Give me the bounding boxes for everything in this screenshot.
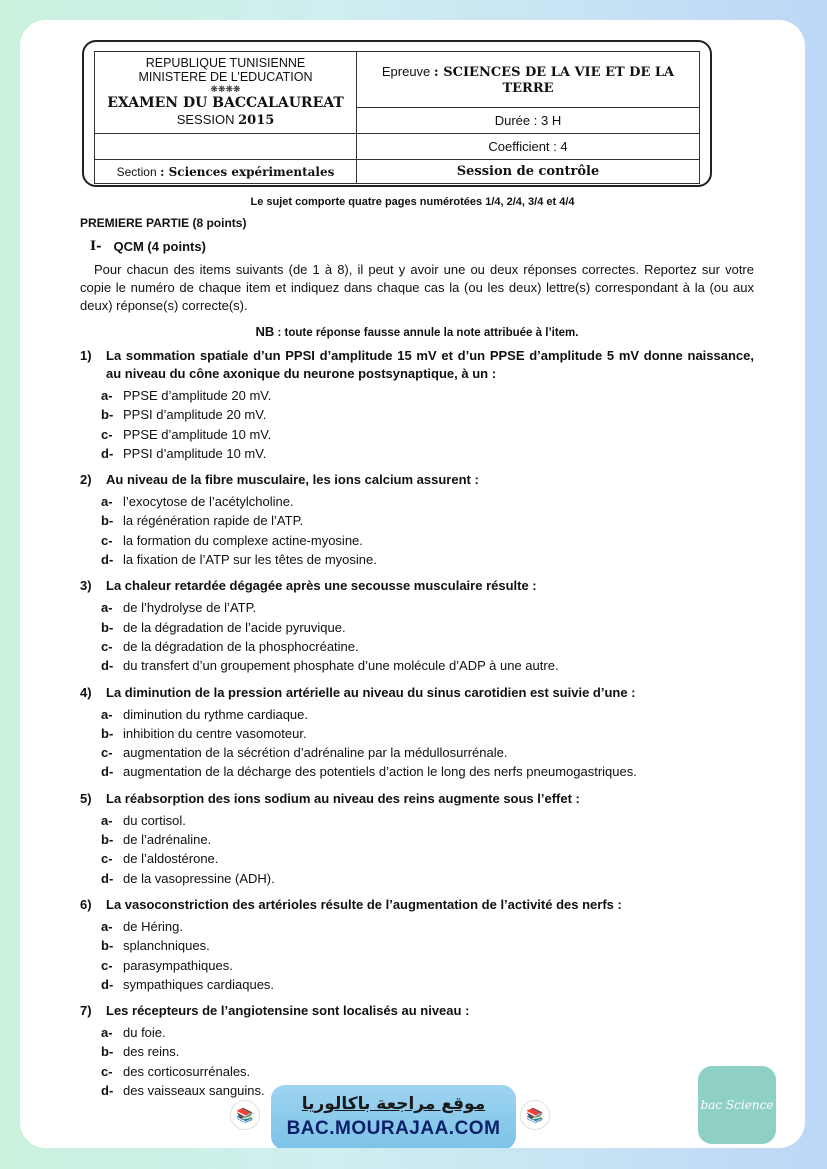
- ornament: ❋❋❋❋: [210, 84, 241, 94]
- option-text: l’exocytose de l’acétylcholine.: [123, 494, 294, 510]
- option-list: [101, 492, 754, 569]
- session-year: 2015: [238, 113, 275, 128]
- answer-option: [101, 917, 754, 936]
- question-item: [80, 471, 754, 569]
- duree-label: Durée: [494, 113, 531, 128]
- coefficient-value: : 4: [553, 139, 568, 154]
- bac-science-logo: bac Science: [698, 1066, 776, 1144]
- question-item: [80, 347, 754, 463]
- question-list: [80, 347, 754, 1100]
- exam-page: [20, 20, 805, 1148]
- option-letter: b-: [101, 407, 114, 423]
- option-letter: a-: [101, 706, 113, 722]
- question-number: 1): [80, 348, 92, 363]
- option-letter: a-: [101, 812, 113, 828]
- option-text: augmentation de la sécrétion d’adrénaline par la médullosurrénale.: [123, 745, 508, 761]
- option-text: de la vasopressine (ADH).: [123, 870, 275, 886]
- answer-option: [101, 492, 754, 511]
- answer-option: [101, 637, 754, 656]
- coefficient-label: Coefficient: [488, 139, 550, 154]
- question-text: La réabsorption des ions sodium au niveau des reins augmente sous l’effet :: [106, 790, 580, 806]
- option-letter: c-: [101, 745, 113, 761]
- option-letter: d-: [101, 976, 114, 992]
- site-url[interactable]: BAC.MOURAJAA.COM: [286, 1118, 501, 1139]
- book-logo-icon: 📚: [230, 1100, 260, 1130]
- answer-option: [101, 849, 754, 868]
- answer-option: [101, 531, 754, 550]
- option-letter: a-: [101, 1025, 113, 1041]
- answer-option: [101, 956, 754, 975]
- option-text: de la dégradation de l’acide pyruvique.: [123, 619, 346, 635]
- option-letter: d-: [101, 1083, 114, 1099]
- answer-option: [101, 550, 754, 569]
- site-banner[interactable]: [271, 1085, 516, 1148]
- answer-option: [101, 1042, 754, 1061]
- session-label: SESSION: [176, 112, 235, 127]
- answer-option: [101, 724, 754, 743]
- option-list: [101, 811, 754, 888]
- option-text: de Héring.: [123, 918, 183, 934]
- option-text: de l’adrénaline.: [123, 832, 212, 848]
- answer-option: [101, 425, 754, 444]
- option-letter: c-: [101, 426, 113, 442]
- duree-value: : 3 H: [533, 113, 562, 128]
- answer-option: [101, 743, 754, 762]
- option-letter: b-: [101, 832, 114, 848]
- question-number: 6): [80, 896, 92, 912]
- option-letter: a-: [101, 388, 113, 403]
- question-stem: [80, 684, 754, 702]
- answer-option: [101, 1023, 754, 1042]
- option-text: PPSE d’amplitude 20 mV.: [123, 388, 272, 403]
- session-type: Session de contrôle: [357, 160, 700, 184]
- option-letter: d-: [101, 764, 114, 780]
- question-text: La sommation spatiale d’un PPSI d’amplitude 15 mV et d’un PPSE d’amplitude 5 mV donne naissance, au niveau du cône axonique du neurone postsynaptique, à un :: [106, 348, 754, 381]
- option-text: inhibition du centre vasomoteur.: [123, 725, 307, 741]
- question-text: Au niveau de la fibre musculaire, les ions calcium assurent :: [106, 472, 479, 488]
- answer-option: [101, 656, 754, 675]
- header-table: [94, 51, 700, 184]
- option-text: splanchniques.: [123, 938, 210, 954]
- nb-note: [80, 324, 754, 339]
- answer-option: [101, 936, 754, 955]
- question-stem: [80, 347, 754, 383]
- epreuve-cell: [357, 52, 700, 108]
- option-list: [101, 598, 754, 675]
- qcm-heading: [90, 239, 754, 254]
- answer-option: [101, 975, 754, 994]
- option-letter: d-: [101, 445, 114, 461]
- option-text: sympathiques cardiaques.: [123, 976, 275, 992]
- question-item: [80, 896, 754, 994]
- empty-left-cell: [95, 134, 357, 160]
- option-text: PPSI d’amplitude 20 mV.: [123, 407, 267, 423]
- question-stem: [80, 577, 754, 595]
- option-list: [101, 705, 754, 782]
- option-letter: c-: [101, 532, 113, 548]
- question-text: La vasoconstriction des artérioles résulte de l’augmentation de l’activité des nerfs :: [106, 896, 622, 912]
- answer-option: [101, 869, 754, 888]
- answer-option: [101, 598, 754, 617]
- answer-option: [101, 618, 754, 637]
- option-text: du foie.: [123, 1025, 166, 1041]
- option-text: PPSI d’amplitude 10 mV.: [123, 445, 267, 461]
- question-number: 7): [80, 1003, 92, 1019]
- option-text: de la dégradation de la phosphocréatine.: [123, 638, 359, 654]
- subject-note: Le sujet comporte quatre pages numérotées 1/4, 2/4, 3/4 et 4/4: [250, 196, 575, 208]
- duree-cell: [357, 108, 700, 134]
- question-number: 4): [80, 684, 92, 700]
- header-left-block: [95, 52, 357, 134]
- option-letter: d-: [101, 870, 114, 886]
- site-arabic-name: موقع مراجعة باكالوريا: [301, 1094, 486, 1114]
- option-letter: a-: [101, 494, 113, 510]
- section-label: Section: [116, 164, 157, 179]
- epreuve-value: : SCIENCES DE LA VIE ET DE LA TERRE: [433, 64, 675, 96]
- qcm-title: QCM (4 points): [113, 239, 206, 254]
- option-letter: b-: [101, 1044, 114, 1060]
- exam-title: EXAMEN DU BACCALAUREAT: [107, 95, 344, 111]
- option-text: du cortisol.: [123, 812, 186, 828]
- answer-option: [101, 811, 754, 830]
- nb-text: : toute réponse fausse annule la note attribuée à l’item.: [274, 327, 579, 339]
- option-text: des reins.: [123, 1044, 180, 1060]
- option-letter: b-: [101, 619, 114, 635]
- answer-option: [101, 762, 754, 781]
- answer-option: [101, 444, 754, 463]
- part-title: PREMIERE PARTIE (8 points): [80, 216, 247, 230]
- question-item: [80, 684, 754, 782]
- option-text: de l’aldostérone.: [123, 851, 219, 867]
- answer-option: [101, 705, 754, 724]
- option-text: la régénération rapide de l’ATP.: [123, 513, 304, 529]
- option-letter: a-: [101, 600, 113, 616]
- answer-option: [101, 511, 754, 530]
- option-text: des corticosurrénales.: [123, 1063, 251, 1079]
- book-logo-icon: 📚: [520, 1100, 550, 1130]
- section-cell: [95, 160, 357, 184]
- option-text: PPSE d’amplitude 10 mV.: [123, 426, 272, 442]
- qcm-instructions: Pour chacun des items suivants (de 1 à 8), il peut y avoir une ou deux réponses correctes. Reportez sur votre copie le numéro de chaque item et indiquez dans chaque cas la (ou les deux) lettre(s) correspondant à la (ou aux deux) réponse(s) correcte(s).: [80, 262, 754, 313]
- option-text: parasympathiques.: [123, 957, 233, 973]
- option-letter: b-: [101, 725, 114, 741]
- option-text: diminution du rythme cardiaque.: [123, 706, 308, 722]
- epreuve-label: Epreuve: [381, 63, 431, 79]
- question-number: 3): [80, 578, 92, 594]
- answer-option: [101, 830, 754, 849]
- question-number: 2): [80, 472, 92, 488]
- option-text: des vaisseaux sanguins.: [123, 1083, 265, 1099]
- option-list: [101, 386, 754, 463]
- option-letter: a-: [101, 918, 113, 934]
- answer-option: [101, 386, 754, 405]
- option-letter: c-: [101, 957, 113, 973]
- option-letter: c-: [101, 1063, 113, 1079]
- option-letter: d-: [101, 552, 114, 568]
- option-letter: d-: [101, 658, 114, 674]
- option-text: la fixation de l’ATP sur les têtes de myosine.: [123, 552, 377, 568]
- answer-option: [101, 405, 754, 424]
- qcm-numeral: I-: [90, 239, 102, 254]
- session-line: [95, 112, 356, 129]
- question-text: La chaleur retardée dégagée après une secousse musculaire résulte :: [106, 578, 537, 594]
- question-stem: [80, 1002, 754, 1020]
- answer-option: [101, 1062, 754, 1081]
- option-letter: c-: [101, 638, 113, 654]
- question-number: 5): [80, 790, 92, 806]
- nb-label: NB: [255, 324, 275, 339]
- question-stem: [80, 896, 754, 914]
- option-letter: b-: [101, 938, 114, 954]
- republic-label: REPUBLIQUE TUNISIENNE: [145, 56, 306, 70]
- question-stem: [80, 790, 754, 808]
- exam-header: [82, 40, 712, 187]
- question-item: [80, 790, 754, 888]
- question-item: [80, 577, 754, 675]
- option-text: du transfert d’un groupement phosphate d’une molécule d’ADP à une autre.: [123, 658, 559, 674]
- question-stem: [80, 471, 754, 489]
- ministry-label: MINISTERE DE L’EDUCATION: [138, 70, 313, 84]
- coefficient-cell: [357, 134, 700, 160]
- question-text: Les récepteurs de l’angiotensine sont localisés au niveau :: [106, 1003, 470, 1019]
- exam-content: [80, 216, 754, 1100]
- option-text: augmentation de la décharge des potentiels d’action le long des nerfs pneumogastriques.: [123, 764, 637, 780]
- option-text: la formation du complexe actine-myosine.: [123, 532, 363, 548]
- option-letter: b-: [101, 513, 114, 529]
- option-letter: c-: [101, 851, 113, 867]
- question-text: La diminution de la pression artérielle au niveau du sinus carotidien est suivie d’une :: [106, 684, 636, 700]
- option-text: de l’hydrolyse de l’ATP.: [123, 600, 257, 616]
- option-list: [101, 917, 754, 994]
- section-value: : Sciences expérimentales: [159, 164, 335, 179]
